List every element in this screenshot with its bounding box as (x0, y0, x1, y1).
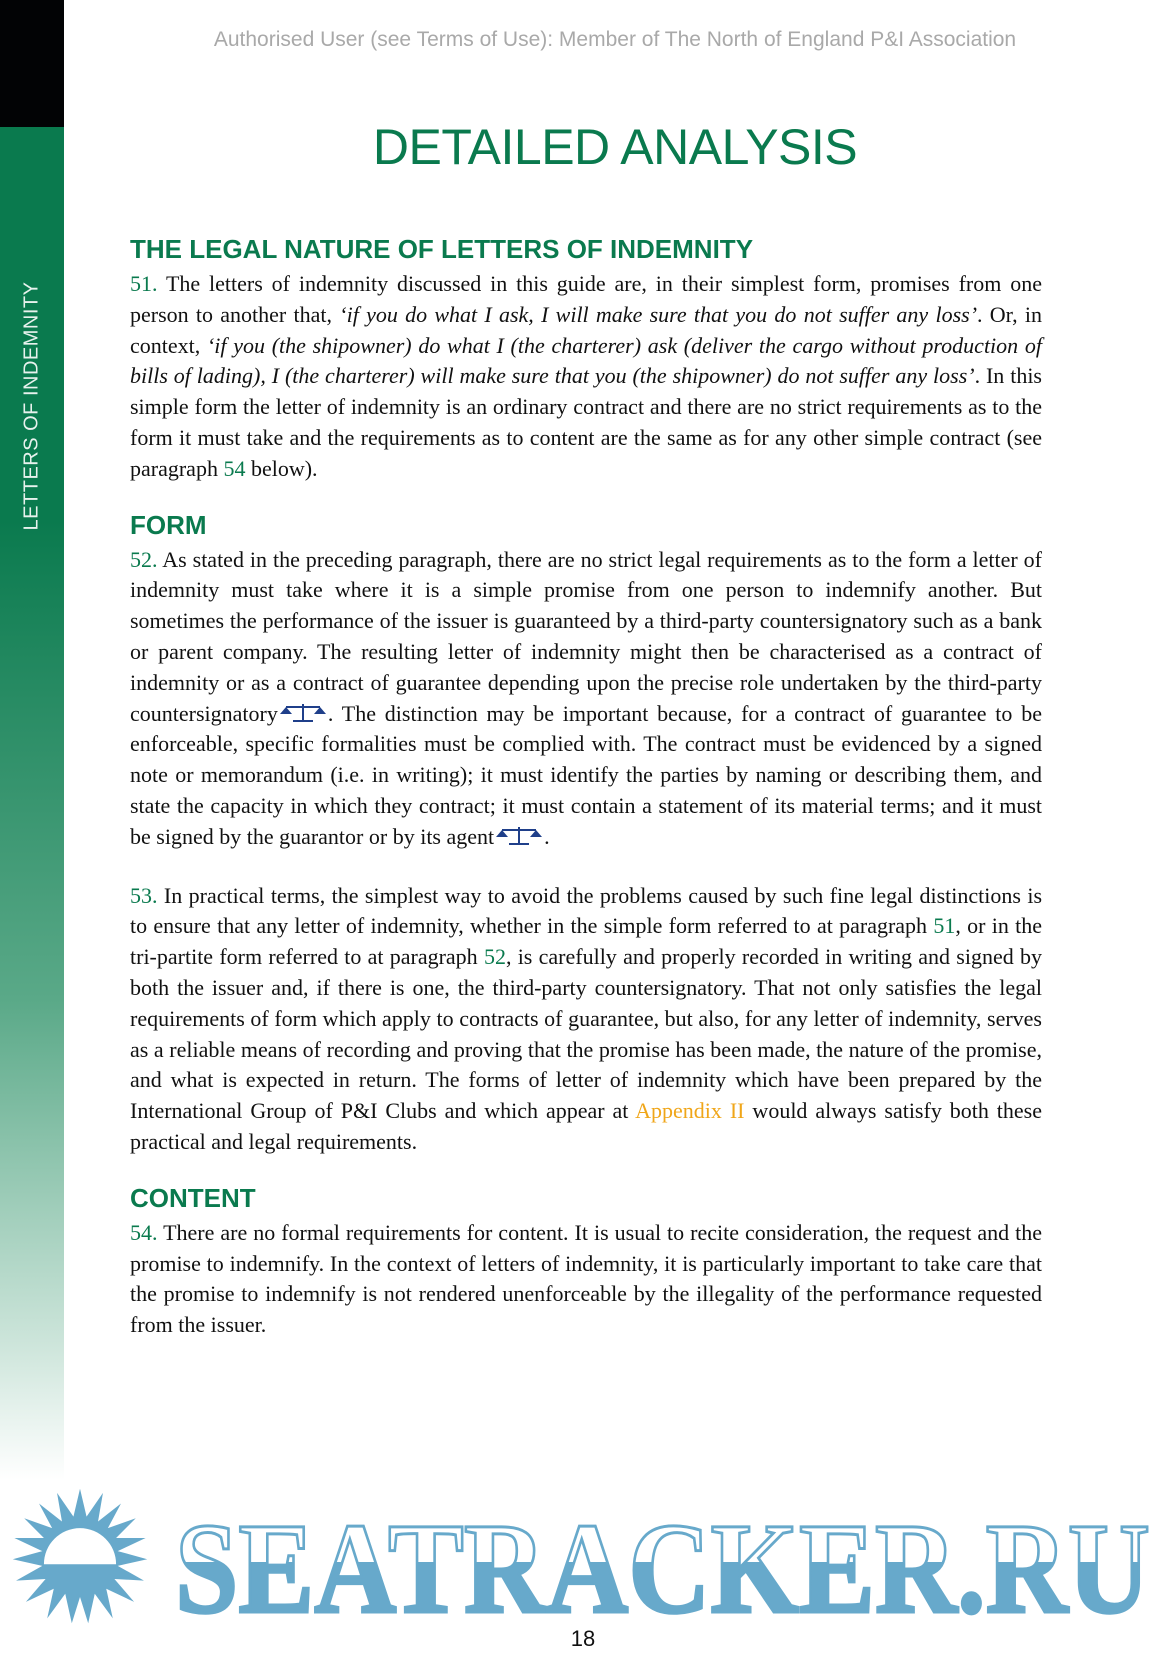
case-law-scales-icon[interactable] (494, 826, 544, 846)
authorised-user-header: Authorised User (see Terms of Use): Member of The North of England P&I Association (213, 28, 1017, 51)
case-law-scales-icon[interactable] (278, 703, 328, 723)
text: The letters of indemnity discussed in this guide are, in their simplest form, promises from one person to another that, (130, 271, 1042, 327)
text: As stated in the preceding paragraph, there are no strict legal requirements as to the form a letter of indemnity must take where it is a simple promise from one person to indemnify another. But sometimes the performance of the issuer is guaranteed by a third-party countersignatory such as a bank or parent company. The resulting letter of indemnity might then be characterised as a contract of indemnity or as a contract of guarantee depending upon the precise role undertaken by the third-party countersignatory (130, 546, 1042, 726)
paragraph-number: 51. (130, 271, 158, 296)
section-form (130, 509, 1042, 1158)
text: . In this simple form the letter of indemnity is an ordinary contract and there are no strict requirements as to the form it must take and the requirements as to content are the same as for any other simple contract (see paragraph (130, 363, 1042, 481)
section-heading: THE LEGAL NATURE OF LETTERS OF INDEMNITY (130, 234, 754, 264)
text: , or in the tri-partite form referred to at paragraph (130, 913, 1042, 970)
italic-text: ‘if you (the shipowner) do what I (the charterer) ask (deliver the cargo without production of bills of lading), I (the charterer) will make sure that you (the shipowner) do not suffer any loss’ (130, 332, 1042, 389)
paragraph-link-51[interactable]: 51 (933, 913, 956, 939)
paragraph-number: 54. (130, 1219, 158, 1245)
text: . (544, 823, 550, 849)
body-text (130, 233, 1042, 1341)
seatracker-watermark (0, 1488, 1166, 1624)
paragraph-53 (130, 881, 1042, 1158)
italic-text: ‘if you do what I ask, I will make sure that you do not suffer any loss’ (339, 301, 978, 327)
text: In practical terms, the simplest way to avoid the problems caused by such fine legal distinctions is to ensure that any letter of indemnity, whether in the simple form referred to at paragraph (130, 882, 1042, 939)
text: . Or, in context, (130, 301, 1042, 358)
paragraph-number: 53. (130, 882, 158, 908)
paragraph-51 (130, 269, 1042, 485)
section-heading: CONTENT (130, 1182, 256, 1213)
paragraph-link-52[interactable]: 52 (483, 944, 506, 970)
sidebar-band (0, 0, 64, 1654)
sun-logo-icon (13, 1489, 147, 1623)
watermark-text: SEATRACKER.RU (175, 1497, 1150, 1624)
paragraph-number: 52. (130, 546, 158, 572)
appendix-ii-link[interactable]: Appendix II (635, 1098, 745, 1124)
paragraph-54 (130, 1218, 1042, 1341)
sidebar-section-label: LETTERS OF INDEMNITY (20, 281, 43, 531)
text: , is carefully and properly recorded in writing and signed by both the issuer and, if there is one, the third-party countersignatory. That not only satisfies the legal requirements of form which apply to contracts of guarantee, but also, for any letter of indemnity, serves as a reliable means of recording and proving that the promise has been made, the nature of the promise, and what is expected in return. The forms of letter of indemnity which have been prepared by the International Group of P&I Clubs and which appear at (130, 944, 1042, 1124)
text: There are no formal requirements for content. It is usual to recite consideration, the request and the promise to indemnify. In the context of letters of indemnity, it is particularly important to take care that the promise to indemnify is not rendered unenforceable by the illegality of the performance requested from the issuer. (130, 1219, 1042, 1338)
section-legal-nature (130, 233, 1042, 485)
paragraph-52 (130, 545, 1042, 853)
section-content (130, 1182, 1042, 1341)
text: . The distinction may be important because, for a contract of guarantee to be enforceable, specific formalities must be complied with. The contract must be evidenced by a signed note or memorandum (i.e. in writing); it must identify the parties by naming or describing them, and state the capacity in which they contract; it must contain a statement of its material terms; and it must be signed by the guarantor or by its agent (130, 700, 1042, 849)
page-number: 18 (570, 1626, 596, 1651)
text: below). (245, 455, 318, 481)
page-title: DETAILED ANALYSIS (372, 119, 858, 175)
sidebar-black-block (0, 0, 64, 127)
section-heading: FORM (130, 509, 207, 540)
text: would always satisfy both these practical and legal requirements. (130, 1098, 1042, 1154)
paragraph-link-54[interactable]: 54 (223, 455, 246, 481)
